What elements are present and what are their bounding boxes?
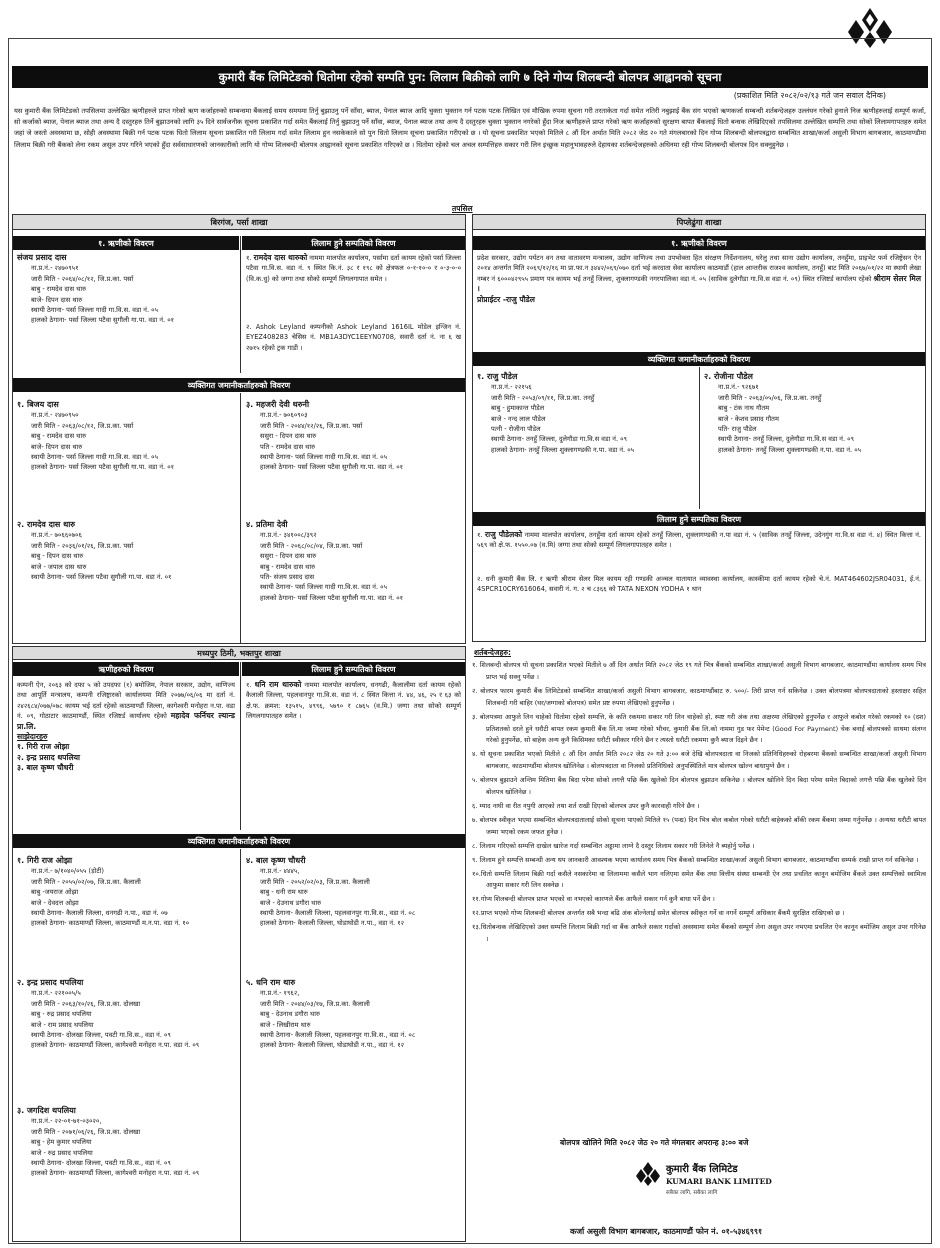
- madhyapur-divider: [240, 662, 241, 830]
- guarantor-detail: पति- राजु पौडेल: [718, 425, 757, 434]
- item-number: १.: [17, 400, 25, 409]
- partner-name: १. गिरी राज ओझा: [17, 742, 70, 752]
- guarantor-detail: हालको ठेगाना- काठमाण्डौं जिल्ला, कागेश्वरी मनोहरा न.पा. वडा नं. ०९: [31, 1169, 200, 1178]
- item-number: २.: [246, 323, 252, 331]
- madhyapur-borrower: [13, 678, 239, 828]
- item-number: ३.: [17, 1106, 25, 1115]
- guarantor-name: राजु पौडेल: [487, 372, 518, 381]
- bank-name-en: KUMARI BANK LIMITED: [666, 1177, 772, 1186]
- madhyapur-guarantor-divider: [240, 849, 241, 1241]
- guarantor-detail: हालको ठेगाना- पर्सा जिल्ला पटैवा सुगौली गा.पा. वडा नं. ०१: [31, 463, 175, 472]
- guarantor-detail: स्थायी ठेगाना- कैलाली जिल्ला, पहलवानपुर गा.वि.स., वडा नं. ०८: [260, 909, 416, 918]
- guarantor-detail: पति - रामदेव दास थारु: [260, 442, 316, 451]
- guarantor-detail: बाबु -जयराज ओझा: [31, 888, 79, 897]
- term-item: ३. बोलपत्रमा आफुले लिन चाहेको धितोमा रहेको सम्पत्ति, के कति रकममा सकार गरी लिन चाहेको हो, स्पष्ट गरी अंक तथा अक्षरमा लेखिएको हुनुपर्नेछ र आफुले कबोल गरेको रकमको १० (दश) प्रतिशतको दरले हुने धरौटी बापत रकम कुमारी बैंक लि.मा जम्मा गरेको भौचर, कुमारी बैंक लि.को नाममा गुड फर पेमेन्ट (Good For Payment) चेक बनाई बोलपत्रको साथमा संलग्न गरेको हुनुपर्नेछ, सो बाहेक अन्य कुनै किसिमका धरौटी स्वीकार गरिने छैन र त्यस्तो धरौटी रकममा कुनै ब्याज दिइने छैन ।: [472, 712, 926, 745]
- term-item: ६. म्याद नाघी वा रीत नपुगी आएको तथा शर्त राखी दिएको बोलपत्र उपर कुनै कारवाही गरिने छैन ।: [472, 801, 700, 810]
- item-number: १.: [477, 531, 483, 539]
- guarantor-detail: स्थायी ठेगाना- दोलखा जिल्ला, पवटी गा.वि.स., वडा नं. ०९: [31, 1159, 171, 1168]
- birgunj-property-heading: लिलाम हुने सम्पतिको विवरण: [242, 236, 465, 250]
- guarantor-name: धनि राम थारु: [256, 978, 296, 987]
- guarantor-detail: स्थायी ठेगाना- कैलाली जिल्ला, धनगढी न.पा., वडा नं. ०७: [31, 909, 168, 918]
- term-item: १२.प्राप्त भएको गोप्य शिलबन्दी बोलपत्र अन्तर्गत सबै भन्दा बढि अंक बोल्नेलाई समेत बोलपत्र स्वीकृत गर्ने वा नगर्ने सम्पूर्ण अधिकार बैंकमै सुरक्षित राखिएको छ ।: [472, 909, 845, 918]
- madhyapur-property: [242, 678, 465, 758]
- guarantor-detail: हालको ठेगाना- काठमाण्डौं जिल्ला, काठमाण्डौं म.न.पा. वडा नं. १०: [31, 919, 190, 928]
- guarantor-detail: बाबु - रामदेव दास थारु: [31, 432, 87, 441]
- madhyapur-guarantor-1: [13, 854, 239, 974]
- madhyapur-guarantor-heading: व्यक्तिगत जमानीकर्ताहरुको विवरण: [13, 834, 465, 848]
- birgunj-divider: [240, 236, 241, 373]
- terms-title: शर्तबन्देजहरु:: [474, 648, 511, 657]
- guarantor-name: रामदेव दास थारु: [27, 520, 76, 529]
- guarantor-name: इन्द्र प्रसाद थपलिया: [27, 978, 84, 987]
- guarantor-detail: पति- संजय प्रसाद दास: [260, 573, 315, 582]
- guarantor-detail: जारी मिति - २०६३/१०/२६, जि.प्र.का. दोलखा: [31, 999, 141, 1008]
- guarantor-detail: स्थायी ठेगाना- पर्सा जिल्ला गादी गा.वि.स. वडा नं. ०५: [260, 453, 387, 462]
- owner-name: राजु पौडेलको: [485, 530, 523, 539]
- guarantor-detail: ना.प्र.नं.- ४४४५,: [260, 867, 300, 876]
- guarantor-detail: ना.प्र.नं.- २४७०९५०: [31, 411, 79, 420]
- madhyapur-branch-title: मध्यपुर ठिमी, भक्तपुर शाखा: [12, 646, 466, 660]
- guarantor-detail: हालको ठेगाना- पर्सा जिल्ला पटैवा सुगौली गा.पा. वडा नं. ०१: [260, 463, 404, 472]
- birgunj-guarantor-divider: [240, 393, 241, 643]
- guarantor-detail: बाजे - राम प्रसाद थपलिया: [31, 1020, 94, 1029]
- borrower-text: प्रदेश सरकार, उद्योग पर्यटन वन तथा वातावरण मन्त्रालय, उद्योग वाणिज्य तथा उपभोक्ता हित संरक्षण निर्देशनालय, घरेलु तथा साना उद्योग कार्यालय, तनहुँमा, प्राइभेट फर्म रजिष्ट्रेसन ऐन २०१४ अन्तर्गत मिति २०६९/१२/१६ मा प्रा.फा.न ३४४२/०६९/०७० दर्ता भई करदाता सेवा कार्यालय काठमाडौं (हाल आन्तरीक राजश्व कार्यालय, तनहुँ) बाट मिति २०६७/०१/२२ मा स्थायी लेखा नम्बर नं ६०००४२९५५ प्रमाण पत्र कायम भई तनहुँ जिल्ला, शुक्लागण्डकी नगरपालिका वडा नं. ०५ (साविक दुलेगौडा गा.वि.स वडा नं. ०९) स्थित रजिष्टर्ड कार्यालय रहेको: [477, 254, 921, 283]
- guarantor-name: प्रतिमा देवी: [256, 520, 288, 529]
- birgunj-borrower: [13, 251, 239, 369]
- birgunj-property-1: [242, 251, 465, 311]
- term-item: ९. लिलाम हुने सम्पत्ति सम्बन्धी अन्य थप जानकारी आवश्यक भएमा कार्यालय समय भित्र बैंकको सम्बन्धित शाखा/कर्जा असुली विभाग बागबजार, काठमाण्डौंमा सम्पर्क राखी प्राप्त गर्न सकिनेछ ।: [472, 855, 919, 864]
- pipledhunga-borrower-heading: १. ऋणीको विवरण: [473, 236, 925, 250]
- guarantor-detail: ससुरा - दिपन दास थारु: [260, 432, 317, 441]
- birgunj-guarantor-3: [242, 398, 465, 518]
- borrower-detail: जारी मिति - २०६४/०८/१२, जि.प्र.का. पर्सा: [31, 274, 134, 283]
- partner-name: ३. बाल कृष्ण चौधरी: [17, 763, 74, 773]
- guarantor-detail: हालको ठेगाना- काठमाण्डौं जिल्ला, कागेश्वरी मनोहरा न.पा. वडा नं. ०९: [31, 1041, 200, 1050]
- guarantor-detail: बाजे - जपाल दास थारु: [31, 562, 87, 571]
- property-text: नाममा मालपोत कार्यालय, पर्सामा दर्ता कायम रहेको पर्सा जिल्ला पटैवा गा.वि.स. वडा नं. ९ स्थित कि.नं. ३८ र १९८ को क्षेत्रफल ०-१-१०-० र ०-३-०-० (वि.क.धु) को जग्गा तथा सोको सम्पूर्ण लिगलगापात समेत ।: [246, 254, 461, 283]
- item-number: २.: [704, 372, 712, 381]
- guarantor-detail: हालको ठेगाना- कैलाली जिल्ला, घोडाघोडी न.पा., वडा नं. १२: [260, 919, 405, 928]
- term-item: १. शिलबन्दी बोलपत्र यो सूचना प्रकाशित भएको मितीले ७ औं दिन अर्थात मिति २०८२ जेठ १९ गते भित्र बैंकको सम्बन्धित शाखा/कर्जा असुली विभाग बागबजार, काठमाण्डौंमा कार्यालय समय भित्र प्राप्त भई सक्नु पर्नेछ ।: [472, 661, 926, 681]
- madhyapur-guarantor-5: [242, 976, 465, 1100]
- madhyapur-borrower-heading: ऋणीहरुको विवरण: [13, 662, 239, 676]
- birgunj-guarantor-1: [13, 398, 239, 518]
- guarantor-detail: बाजे - लिखीराम थारु: [260, 1020, 311, 1029]
- guarantor-detail: बाजे - केशव प्रसाद गौतम: [718, 414, 779, 423]
- proprietor-name: प्रोप्राईटर -राजु पौडेल: [477, 294, 535, 304]
- pipledhunga-branch-title: पिप्लेढुंगा शाखा: [472, 214, 926, 230]
- guarantor-detail: ना.प्र.नं.- ७०६६०७०६: [31, 531, 82, 540]
- guarantor-detail: बाजे - देवदत्त ओझा: [31, 898, 79, 907]
- guarantor-detail: जारी मिति - २०४४/०३/१७, जि.प्र.का. कैलाली: [260, 999, 370, 1008]
- pipledhunga-guarantor-1: [473, 370, 699, 508]
- pipledhunga-property-heading: लिलाम हुने सम्पतिका विवरण: [473, 512, 925, 526]
- owner-name: रामदेव दास थारुको: [253, 253, 308, 262]
- publication-date: (प्रकाशित मिति २०८२/०२/१३ गते जन सवाल दैनिक): [733, 91, 886, 100]
- borrower-detail: बाबु - रामदेव दास थारु: [31, 285, 87, 294]
- pipledhunga-property-2: [473, 572, 925, 640]
- footer-contact: कर्जा असुली विभाग बागबजार, काठमाण्डौं फोन नं. ०१-५३४६९९१: [570, 1227, 763, 1236]
- item-number: २.: [17, 978, 25, 987]
- borrower-detail: ना.प्र.नं.- २४७०९५१: [31, 264, 79, 273]
- guarantor-detail: स्थायी ठेगाना- तनहुँ जिल्ला, दुलेगौडा गा.वि.स वडा नं. ०९: [718, 435, 855, 444]
- guarantor-name: गिरी राज ओझा: [27, 856, 73, 865]
- owner-name: धनि राम थारुको: [254, 680, 302, 689]
- guarantor-detail: बाजे - देउनाथ डगौरा थारु: [260, 898, 322, 907]
- term-item: ११.गोप्य शिलबन्दी बोलपत्र प्राप्त भएको वा नभएको कारणले बैंक आफैले सकार गर्न कुनै बाधा पर्ने छैन ।: [472, 895, 715, 904]
- guarantor-detail: बाजे- दिपन दास थारु: [31, 442, 83, 451]
- item-number: ४.: [246, 856, 254, 865]
- guarantor-detail: बाजे - रुद्र प्रसाद थपलिया: [31, 1148, 93, 1157]
- guarantor-detail: बाजे - नन्द लाल पौडेल: [491, 414, 546, 423]
- kumari-bank-logo: [636, 1160, 776, 1200]
- firm-name: श्रीराम सेलर मिल ।: [477, 273, 921, 294]
- birgunj-property-2: [242, 320, 465, 372]
- guarantor-detail: स्थायी ठेगाना- दोलखा जिल्ला, पवटी गा.वि.स., वडा नं. ०९: [31, 1031, 171, 1040]
- guarantor-detail: बाबु - हुमाकान्त पौडेल: [491, 404, 545, 413]
- guarantor-detail: ना.प्र.नं.- ९२६७१: [718, 383, 759, 392]
- pipledhunga-guarantor-2: [700, 370, 925, 508]
- notice-title: कुमारी बैंक लिमिटेडको धितोमा रहेको सम्पति पुन: लिलाम बिक्रीको लागि ७ दिने गोप्य शिलबन्दी बोलपत्र आह्वानको सूचना: [12, 66, 928, 88]
- guarantor-detail: बाबु - रुद्र प्रसाद थपलिया: [31, 1010, 92, 1019]
- item-number: २.: [477, 575, 483, 583]
- madhyapur-guarantor-3: [13, 1104, 239, 1240]
- term-item: १०.धितो सम्पत्ति लिलाम बिक्री गर्दा कसैले नसकारेमा वा लिलाममा कसैले भाग नलिएमा समेत बैंक तथा वित्तीय संस्था सम्बन्धी ऐन तथा प्रचलित कानून बमोजिम बैंकले उक्त सम्पत्तिको स्वामित्व आफुमा सकार गरी लिन सक्नेछ ।: [472, 869, 926, 890]
- guarantor-detail: जारी मिति - २०५२/०२/०३, जि.प्र.का. कैलाली: [260, 877, 370, 886]
- guarantor-detail: ना.प्र.नं.- २२-०१-७१-०३०२०,: [31, 1117, 102, 1126]
- guarantor-detail: हालको ठेगाना- पर्सा जिल्ला पटैवा सुगौली गा.पा. वडा नं. ०१: [260, 593, 404, 602]
- guarantor-detail: ना.प्र.नं.- १९६२,: [260, 989, 300, 998]
- guarantor-detail: बाबु - हेम कुमार थपलिया: [31, 1138, 92, 1147]
- birgunj-guarantor-4: [242, 518, 465, 642]
- guarantor-detail: स्थायी ठेगाना- कैलाली जिल्ला, पहलवानपुर गा.वि.स., वडा नं. ०८: [260, 1031, 416, 1040]
- guarantor-detail: बाबु - रामदेव दास थारु: [260, 562, 316, 571]
- term-item: ८. लिलाम गरिएको सम्पत्ति दाखेल खारेज गर्दा सम्बन्धित अड्डामा लाग्ने दै दस्तुर लिलाम सकार गरी लिनेले नै ब्यहोर्नु पर्नेछ ।: [472, 841, 755, 850]
- guarantor-name: बिजय दास: [27, 400, 59, 409]
- guarantor-detail: ना.प्र.नं.- ७०६०९०३: [260, 411, 308, 420]
- guarantor-detail: स्थायी ठेगाना- पर्सा जिल्ला गादी गा.वि.स. वडा नं. ०५: [31, 453, 158, 462]
- guarantor-detail: स्थायी ठेगाना- तनहुँ जिल्ला, दुलेगौडा गा.वि.स वडा नं. ०९: [491, 435, 628, 444]
- term-item: २. बोलपत्र फारम कुमारी बैंक लिमिटेडको सम्बन्धित शाखा/कर्जा असुली विभाग बागबजार, काठमाण्डौंबाट रु. ५००/- तिरी प्राप्त गर्न सकिनेछ । उक्त बोलपत्रमा बोलपत्रदाताको हस्ताक्षर सहित शिलबन्दी गरी बाहिर (घर/जग्गाको बोलपत्र) समेत प्रष्ट रुपमा लेखिएको हुनुपर्नेछ ।: [472, 686, 926, 707]
- bank-name-np: कुमारी बैंक लिमिटेड: [666, 1164, 738, 1175]
- opening-date: बोलपत्र खोलिने मिति २०८२ जेठ २० गते मंगलबार अपरान्ह ३:०० बजे: [560, 1138, 749, 1147]
- guarantor-detail: जारी मिति - २०६८/०८/०४, जि.प्र.का. पर्सा: [260, 541, 363, 550]
- birgunj-borrower-heading: १. ऋणीको विवरण: [13, 236, 239, 250]
- pipledhunga-guarantor-heading: व्यक्तिगत जमानीकर्ताहरुको विवरण: [473, 352, 925, 366]
- term-item: ७. बोलपत्र स्वीकृत भएमा सम्बन्धित बोलपत्रदातालाई सोको सूचना पाएको मितिले १५ (पन्ध्र) दिन भित्र बोल कबोल गरेको धरौटी बाहेकको बाँकी रकम बैंकमा जम्मा गर्नुपर्नेछ । अन्यथा धरौटी बापत जम्मा भएको रकम जफत हुनेछ ।: [472, 815, 926, 836]
- partners-title: साझेदारहरु: [17, 732, 48, 742]
- madhyapur-property-heading: लिलाम हुने सम्पतिको विवरण: [242, 662, 465, 676]
- property-text: नाममा मालपोत कार्यालय, धनगढी, कैलालीमा दर्ता कायम रहेको कैलाली जिल्ला, पहलवानपुर गा.वि.स. वडा नं. ८ स्थित कित्ता नं. ४४, ४६, २५ र ६३ को क्षे.फ. क्रमश: १३५१५, ४९९६, ५७९० र ८७६५ (व.मि.) जग्गा तथा सोको सम्पूर्ण लिगलगापातहरु समेत ।: [246, 681, 461, 721]
- guarantor-detail: बाबु - टंक नाथ गौतम: [718, 404, 770, 413]
- item-number: १.: [477, 372, 485, 381]
- guarantor-detail: हालको ठेगाना- कैलाली जिल्ला, घोडाघोडी न.पा., वडा नं. १२: [260, 1041, 405, 1050]
- guarantor-detail: स्थायी ठेगाना- पर्सा जिल्ला पटैवा सुगौली गा.पा. वडा नं. ०१: [31, 573, 172, 582]
- company-name: महादेव फर्निचर ल्यान्ड प्रा.लि.: [17, 711, 235, 731]
- borrower-text: कम्पनी ऐन, २०६३ को दफा ५ को उपदफा (१) बमोजिम, नेपाल सरकार, उद्योग, वाणिज्य तथा आपूर्ति मन्त्रालय, कम्पनी रजिष्ट्रारको कार्यालयमा मिति २०७७/०६/०६ मा दर्ता नं. २४२६८४/०७७/०७८ कायम भई दर्ता रहेको काठमाण्डौं जिल्ला, कागेश्वरी मनोहरा न.पा. वडा नं. ०९, गोठाटार काठमाण्डौं, स्थित रजिष्टर्ड कार्यालय रहेको: [17, 681, 235, 721]
- borrower-name: संजय प्रसाद दास: [17, 253, 67, 262]
- guarantor-detail: जारी मिति - २०४४/१२/२६, जि.प्र.का. पर्सा: [260, 421, 363, 430]
- item-number: २.: [17, 520, 25, 529]
- tapsil-heading: तपसिल: [452, 204, 473, 213]
- guarantor-detail: जारी मिति - २०७१/०६/२६, जि.प्र.का. दोलखा: [31, 1127, 141, 1136]
- guarantor-detail: ना.प्र.नं.- ३४१००८/३९२: [260, 531, 317, 540]
- guarantor-detail: स्थायी ठेगाना- पर्सा जिल्ला गादी गा.वि.स. वडा नं. ०५: [260, 583, 387, 592]
- item-number: १.: [246, 254, 252, 262]
- borrower-detail: स्थायी ठेगाना- पर्सा जिल्ला गादी गा.वि.स. वडा नं. ०५: [31, 306, 158, 315]
- guarantor-name: जगदिश थपलिया: [27, 1106, 76, 1115]
- borrower-detail: हालको ठेगाना- पर्सा जिल्ला पटैवा सुगौली गा.पा. वडा नं. ०१: [31, 316, 175, 325]
- term-item: १३.धितोबन्धक लेखिदिएको उक्त सम्पत्ति लिलाम बिक्री गर्दा वा बैंक आफैले सकार गर्दाको अवस्थामा समेत बैंकको सम्पूर्ण लेना असुल उपर नभएमा प्रचलित ऐन कानून बमोजिम असुल उपर गरिनेछ ।: [472, 923, 926, 944]
- property-text: नाममा मालपोत कार्यालय, तनहुँमा दर्ता कायम रहेको तनहुँ जिल्ला, शुक्लागण्डकी न.पा वडा नं. ५ (साविक तनहुँ जिल्ला, उदेनगुंग गा.वि.स वडा नं. ४) स्थित कित्ता नं. ५६९ को क्षे.फ. १५५०.०७ (व.मि) जग्गा तथा सोको सम्पूर्ण लिगलगापातहरु समेत ।: [477, 531, 921, 550]
- guarantor-detail: बाबु - धनी राम थारु: [260, 888, 308, 897]
- guarantor-name: बाल कृष्ण चौधरी: [256, 856, 306, 865]
- guarantor-detail: जारी मिति - २०६३/०८/१२, जि.प्र.का. पर्सा: [31, 421, 134, 430]
- item-number: ५.: [246, 978, 254, 987]
- guarantor-detail: हालको ठेगाना- तनहुँ जिल्ला शुक्लागण्डकी न.पा. वडा नं. ०५: [491, 445, 635, 454]
- pipledhunga-borrower: [473, 251, 925, 347]
- guarantor-name: महजरी देवी थरुनी: [256, 400, 310, 409]
- guarantor-detail: ना.प्र.नं.- २२१००५/५: [31, 989, 81, 998]
- term-item: ५. बोलपत्र बुझाउने अन्तिम मितिमा बैंक बिदा परेमा सोको लगत्तै पछि बैंक खुलेको दिन बोलपत्र बुझाउन सकिनेछ । बोलपत्र खोलिने दिन बिदा परेमा समेत बिदाको लगत्तै पछि बैंक खुलेको दिन बोलपत्र खोलिनेछ ।: [472, 776, 926, 797]
- property-text: Ashok Leyland कम्पनीको Ashok Leyland 1616IL मोडेल इन्जिन नं. EYEZ408283 चेसिस नं. MB1A3DYC1EEYN0708, सवारी दर्ता नं. ना ६ ख २७१५ रहेको ट्रक गाडी ।: [246, 323, 461, 352]
- property-text: धनी कुमारी बैंक लि. र ऋणी श्रीराम सेलर मिल कायम रही गण्डकी अञ्चल यातायात व्यावस्था कार्यालय, कास्कीमा दर्ता कायम रहेको चे.नं. MAT464602JSR04031, ई.नं. 4SPCR10CRY616064, सवारी नं. ग. २ च ८३६६ को TATA NEXON YODHA १ थान: [477, 575, 921, 594]
- guarantor-detail: जारी मिति - २०६३/०५/०६, जि.प्र.का. तनहुँ: [718, 393, 822, 402]
- guarantor-detail: बाबु - देउनाथ डगौरा थारु: [260, 1010, 320, 1019]
- pipledhunga-property-1: [473, 528, 925, 570]
- terms-list: [472, 660, 926, 948]
- guarantor-name: रोजीना पौडेल: [714, 372, 753, 381]
- bank-tagline: सबैका लागि, सबैका लागि: [666, 1190, 718, 1196]
- birgunj-guarantor-2: [13, 518, 239, 642]
- intro-paragraph: यस कुमारी बैंक लिमिटेडको तपसिलमा उल्लेखित ऋणीहरुले प्राप्त गरेको ऋण कर्जाहरुको सम्बन्धमा बैंकलाई समय समयमा तिर्नु बुझाउनु पर्ने साँवा, ब्याज, पेनाल ब्याज आदि चुक्ता भुक्तान गर्न पटक पटक लिखित एवं मौखिक रुपमा सूचना गरी तरताकेता गर्दा समेत नतिरी नबुझाई बैंक संग भएको ऋणकर्जा सम्बन्धी शर्तबन्देजहरु उल्लंघन गरेको हुनाले निज ऋणीहरुलाई सम्पूर्ण कर्जा, सो कर्जाको ब्याज, पेनाल ब्याज तथा अन्य दै दस्तुरहरु तिर्ने बुझाउनको लागि ३५ दिने सार्वजनीक सूचना प्रकाशित गर्दा समेत बैंकलाई तिर्नु बुझाउनु पर्ने साँवा, ब्याज, पेनाल ब्याज तथा अन्य दै दस्तुरहरु चुक्ता भुक्तान नगरेको हुँदा निज ऋणीहरुले प्राप्त गरेको ऋण कर्जाहरुको सुरक्षण बापत बैंकलाई धितो बन्धक लेखिदिएको तपसिलमा उल्लेखित सम्पत्ति तथा सोको लिलामगापतहरु समेत जहां जे जस्तो अवस्थामा छ, सोही अवस्थामा बिक्री गर्न पटक पटक धितो लिलाम सूचना प्रकाशित गरी लिलाम गर्दा समेत लिलाम हुन नसकेकाले सो पुन धितो लिलाम सूचना प्रकाशित गरीएको छ । यो सूचना प्रकाशित भएको मितिले ८ औं दिन अर्थात मिति २०८२ जेठ २० गते मंगलबारको दिन गोप्य शिलबन्दी बोलपत्रद्वारा सम्बन्धित शाखा/कर्जा असुली विभाग बागबजार, काठमाण्डौमा लिलाम बिक्री गरी बैंकको लेना रकम असुल उपर गरिने भएको हुँदा सर्वसाधारणको जानकारीको लागि यो गोप्य शिलबन्दी बोलपत्र आह्वानको सूचना प्रकाशित गरिएको छ । धितोमा रहेको चल अचल सम्पत्तिहरु सकार गरी लिन इच्छुक महानुभावहरुले देहायका शर्तबन्देजहरुको अधिनमा रही गोप्य शिलबन्दी बोलपत्र दिन सक्नुहुनेछ ।: [14, 107, 926, 149]
- item-number: १.: [17, 856, 25, 865]
- guarantor-detail: जारी मिति - २०५५/०२/०७, जि.प्र.का. कैलाली: [31, 877, 141, 886]
- guarantor-detail: जारी मिति - २०५३/०९/११, जि.प्र.का. तनहुँ: [491, 393, 595, 402]
- borrower-detail: बाजे- दिपन दास थारु: [31, 295, 83, 304]
- birgunj-guarantor-heading: व्यक्तिगत जमानीकर्ताहरुको विवरण: [13, 378, 465, 392]
- item-number: १.: [246, 681, 252, 689]
- guarantor-detail: बाबु - दिपन दास थारु: [31, 552, 84, 561]
- item-number: ४.: [246, 520, 254, 529]
- madhyapur-guarantor-2: [13, 976, 239, 1100]
- guarantor-detail: हालको ठेगाना- तनहुँ जिल्ला शुक्लागण्डकी न.पा. वडा नं. ०५: [718, 445, 862, 454]
- partner-name: २. इन्द्र प्रसाद थपलिया: [17, 752, 80, 762]
- guarantor-detail: ससुरा - दिपन दास थारु: [260, 552, 317, 561]
- guarantor-detail: पत्नी - रोजीना पौडेल: [491, 425, 541, 434]
- item-number: ३.: [246, 400, 254, 409]
- guarantor-detail: ना.प्र.नं.- ७/१०४०/०५५ (ड़ोटी): [31, 867, 104, 876]
- guarantor-detail: जारी मिति - २०३६/०१/२६, जि.प्र.का. पर्सा: [31, 541, 134, 550]
- term-item: ४. यो सूचना प्रकाशित भएको मितीले ८ औं दिन अर्थात मिति २०८२ जेठ २० गते ३:०० बजे देखि बोलपत्रदाता वा निजको प्रतिनिधिहरुको रोहबरमा बैंकको सम्बन्धित शाखा/कर्जा असुली विभाग बागबजार, काठमाण्डौंमा बोलपत्र खोलिनेछ । बोलपत्रदाता वा निजको प्रतिनिधिको अनुपस्थितिले मात्र बोलपत्र खोल्न बाधापुग्ने छैन ।: [472, 750, 926, 771]
- guarantor-detail: ना.प्र.नं.- २२१५६: [491, 383, 532, 392]
- birgunj-branch-title: बिरगंज, पर्सा शाखा: [12, 214, 466, 230]
- madhyapur-guarantor-4: [242, 854, 465, 974]
